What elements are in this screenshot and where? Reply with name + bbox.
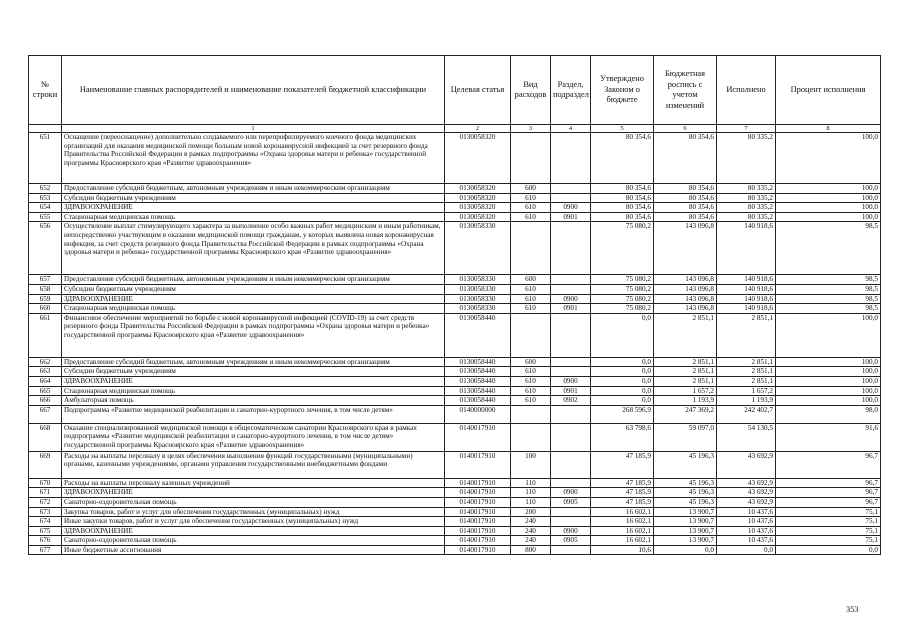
executed-amount: 140 918,6 bbox=[717, 304, 776, 314]
expense-type: 610 bbox=[511, 294, 551, 304]
expense-type: 600 bbox=[511, 184, 551, 194]
row-name: Стационарная медицинская помощь bbox=[62, 212, 445, 222]
expense-type: 600 bbox=[511, 275, 551, 285]
row-number: 658 bbox=[29, 284, 62, 294]
row-number: 666 bbox=[29, 396, 62, 406]
section: 0901 bbox=[551, 212, 591, 222]
target-article: 0130058320 bbox=[445, 203, 511, 213]
row-name: Иные закупки товаров, работ и услуг для обеспечения государственных (муниципальных) нужд bbox=[62, 517, 445, 527]
approved-amount: 75 080,2 bbox=[591, 222, 654, 275]
row-number: 669 bbox=[29, 451, 62, 478]
expense-type: 610 bbox=[511, 212, 551, 222]
table-row bbox=[29, 488, 881, 498]
section: 0900 bbox=[551, 526, 591, 536]
expense-type: 610 bbox=[511, 203, 551, 213]
execution-percent: 100,0 bbox=[776, 133, 881, 184]
col-number: 7 bbox=[717, 125, 776, 133]
header-row bbox=[29, 56, 881, 125]
table-row bbox=[29, 222, 881, 275]
approved-amount: 0,0 bbox=[591, 376, 654, 386]
row-number: 670 bbox=[29, 478, 62, 488]
executed-amount: 1 193,9 bbox=[717, 396, 776, 406]
row-name: Субсидии бюджетным учреждениям bbox=[62, 367, 445, 377]
expense-type: 610 bbox=[511, 193, 551, 203]
execution-percent: 100,0 bbox=[776, 386, 881, 396]
approved-amount: 47 185,9 bbox=[591, 497, 654, 507]
col-header-vid: Вид расходов bbox=[511, 56, 551, 125]
row-number: 676 bbox=[29, 536, 62, 546]
rospis-amount: 2 851,1 bbox=[654, 313, 717, 357]
rospis-amount: 80 354,6 bbox=[654, 203, 717, 213]
expense-type: 610 bbox=[511, 284, 551, 294]
row-number: 653 bbox=[29, 193, 62, 203]
execution-percent: 75,1 bbox=[776, 517, 881, 527]
rospis-amount: 13 900,7 bbox=[654, 507, 717, 517]
execution-percent: 100,0 bbox=[776, 376, 881, 386]
execution-percent: 100,0 bbox=[776, 203, 881, 213]
row-number: 665 bbox=[29, 386, 62, 396]
rospis-amount: 45 196,3 bbox=[654, 488, 717, 498]
expense-type bbox=[511, 313, 551, 357]
row-name: Финансовое обеспечение мероприятий по борьбе с новой коронавирусной инфекцией (COVID-19) за счет средств резервного фонда Правительства Российской Федерации в рамках подпрограммы «Охрана здоровья матери и ребенка» государственной программы Красноярского края «Развитие здравоохранения» bbox=[62, 313, 445, 357]
row-number: 661 bbox=[29, 313, 62, 357]
approved-amount: 16 602,1 bbox=[591, 526, 654, 536]
execution-percent: 98,5 bbox=[776, 304, 881, 314]
row-name: Иные бюджетные ассигнования bbox=[62, 545, 445, 555]
section bbox=[551, 545, 591, 555]
row-name: Амбулаторная помощь bbox=[62, 396, 445, 406]
executed-amount: 0,0 bbox=[717, 545, 776, 555]
executed-amount: 10 437,6 bbox=[717, 507, 776, 517]
expense-type: 610 bbox=[511, 396, 551, 406]
rospis-amount: 1 657,2 bbox=[654, 386, 717, 396]
table-row bbox=[29, 423, 881, 451]
section: 0900 bbox=[551, 203, 591, 213]
expense-type: 610 bbox=[511, 367, 551, 377]
row-number: 677 bbox=[29, 545, 62, 555]
row-number: 662 bbox=[29, 357, 62, 367]
execution-percent: 100,0 bbox=[776, 367, 881, 377]
row-name: Предоставление субсидий бюджетным, автономным учреждениям и иным некоммерческим организациям bbox=[62, 275, 445, 285]
table-row bbox=[29, 203, 881, 213]
row-number: 674 bbox=[29, 517, 62, 527]
rospis-amount: 0,0 bbox=[654, 545, 717, 555]
section bbox=[551, 193, 591, 203]
executed-amount: 43 692,9 bbox=[717, 451, 776, 478]
approved-amount: 47 185,9 bbox=[591, 478, 654, 488]
rospis-amount: 13 900,7 bbox=[654, 526, 717, 536]
approved-amount: 47 185,9 bbox=[591, 488, 654, 498]
expense-type: 200 bbox=[511, 507, 551, 517]
approved-amount: 80 354,6 bbox=[591, 193, 654, 203]
row-name: Субсидии бюджетным учреждениям bbox=[62, 193, 445, 203]
rospis-amount: 2 851,1 bbox=[654, 357, 717, 367]
row-name: ЗДРАВООХРАНЕНИЕ bbox=[62, 488, 445, 498]
executed-amount: 140 918,6 bbox=[717, 222, 776, 275]
target-article: 0130058440 bbox=[445, 396, 511, 406]
executed-amount: 10 437,6 bbox=[717, 526, 776, 536]
executed-amount: 80 335,2 bbox=[717, 184, 776, 194]
target-article: 0130058440 bbox=[445, 313, 511, 357]
row-name: ЗДРАВООХРАНЕНИЕ bbox=[62, 526, 445, 536]
executed-amount: 10 437,6 bbox=[717, 536, 776, 546]
target-article: 0130058320 bbox=[445, 212, 511, 222]
table-row bbox=[29, 212, 881, 222]
target-article: 0140017910 bbox=[445, 478, 511, 488]
table-row bbox=[29, 367, 881, 377]
rospis-amount: 2 851,1 bbox=[654, 376, 717, 386]
rospis-amount: 143 096,8 bbox=[654, 222, 717, 275]
approved-amount: 75 080,2 bbox=[591, 294, 654, 304]
execution-percent: 96,7 bbox=[776, 497, 881, 507]
row-name: Оказание специализированной медицинской помощи в общесоматическом санатории Красноярского края в рамках подпрограммы «Развитие медицинской реабилитации и санаторно-курортного лечения, в том числе детям» государственной программы Красноярского края «Развитие здравоохранения» bbox=[62, 423, 445, 451]
expense-type: 610 bbox=[511, 386, 551, 396]
section bbox=[551, 313, 591, 357]
section: 0901 bbox=[551, 304, 591, 314]
approved-amount: 75 080,2 bbox=[591, 284, 654, 294]
row-number: 667 bbox=[29, 405, 62, 423]
col-header-approved: Утверждено Законом о бюджете bbox=[591, 56, 654, 125]
section bbox=[551, 423, 591, 451]
col-header-name: Наименование главных распорядителей и наименование показателей бюджетной классификации bbox=[62, 56, 445, 125]
row-name: ЗДРАВООХРАНЕНИЕ bbox=[62, 203, 445, 213]
section bbox=[551, 478, 591, 488]
table-row bbox=[29, 507, 881, 517]
section: 0902 bbox=[551, 396, 591, 406]
approved-amount: 80 354,6 bbox=[591, 203, 654, 213]
execution-percent: 75,1 bbox=[776, 536, 881, 546]
table-row bbox=[29, 133, 881, 184]
execution-percent: 91,6 bbox=[776, 423, 881, 451]
expense-type: 610 bbox=[511, 304, 551, 314]
row-name: ЗДРАВООХРАНЕНИЕ bbox=[62, 376, 445, 386]
row-number: 675 bbox=[29, 526, 62, 536]
executed-amount: 1 657,2 bbox=[717, 386, 776, 396]
row-name: Предоставление субсидий бюджетным, автономным учреждениям и иным некоммерческим организациям bbox=[62, 357, 445, 367]
rospis-amount: 13 900,7 bbox=[654, 517, 717, 527]
executed-amount: 80 335,2 bbox=[717, 212, 776, 222]
expense-type bbox=[511, 423, 551, 451]
executed-amount: 80 335,2 bbox=[717, 133, 776, 184]
approved-amount: 0,0 bbox=[591, 386, 654, 396]
section bbox=[551, 367, 591, 377]
rospis-amount: 13 900,7 bbox=[654, 536, 717, 546]
approved-amount: 0,0 bbox=[591, 367, 654, 377]
executed-amount: 80 335,2 bbox=[717, 193, 776, 203]
target-article: 0140017910 bbox=[445, 536, 511, 546]
rospis-amount: 247 369,2 bbox=[654, 405, 717, 423]
table-row bbox=[29, 184, 881, 194]
target-article: 0140017910 bbox=[445, 526, 511, 536]
col-number: 8 bbox=[776, 125, 881, 133]
execution-percent: 96,7 bbox=[776, 488, 881, 498]
expense-type bbox=[511, 405, 551, 423]
row-name: Осуществление выплат стимулирующего характера за выполнение особо важных работ медицинским и иным работникам, непосредственно участвующим в оказании медицинской помощи гражданам, у которых выявлена новая коронавирусная инфекция, за счет средств резервного фонда Правительства Российской Федерации в рамках подпрограммы «Охрана здоровья матери и ребенка» государственной программы Красноярского края «Развитие здравоохранения» bbox=[62, 222, 445, 275]
approved-amount: 16 602,1 bbox=[591, 536, 654, 546]
expense-type bbox=[511, 133, 551, 184]
expense-type: 800 bbox=[511, 545, 551, 555]
execution-percent: 98,0 bbox=[776, 405, 881, 423]
section bbox=[551, 451, 591, 478]
execution-percent: 100,0 bbox=[776, 212, 881, 222]
target-article: 0140017910 bbox=[445, 517, 511, 527]
col-number: 2 bbox=[445, 125, 511, 133]
table-row bbox=[29, 275, 881, 285]
row-name: Санаторно-оздоровительная помощь bbox=[62, 497, 445, 507]
execution-percent: 98,5 bbox=[776, 275, 881, 285]
section bbox=[551, 133, 591, 184]
rospis-amount: 80 354,6 bbox=[654, 212, 717, 222]
execution-percent: 96,7 bbox=[776, 451, 881, 478]
table-row bbox=[29, 405, 881, 423]
rospis-amount: 45 196,3 bbox=[654, 478, 717, 488]
row-name: Стационарная медицинская помощь bbox=[62, 304, 445, 314]
table-row bbox=[29, 517, 881, 527]
approved-amount: 75 080,2 bbox=[591, 304, 654, 314]
section: 0900 bbox=[551, 488, 591, 498]
executed-amount: 54 130,5 bbox=[717, 423, 776, 451]
page-number: 353 bbox=[846, 605, 859, 614]
executed-amount: 43 692,9 bbox=[717, 488, 776, 498]
table-row bbox=[29, 284, 881, 294]
budget-table bbox=[28, 55, 881, 555]
col-number: 3 bbox=[511, 125, 551, 133]
table-row bbox=[29, 478, 881, 488]
section bbox=[551, 405, 591, 423]
table-body bbox=[29, 133, 881, 555]
table-row bbox=[29, 357, 881, 367]
target-article: 0140017910 bbox=[445, 423, 511, 451]
target-article: 0130058440 bbox=[445, 386, 511, 396]
approved-amount: 47 185,9 bbox=[591, 451, 654, 478]
rospis-amount: 80 354,6 bbox=[654, 193, 717, 203]
approved-amount: 80 354,6 bbox=[591, 133, 654, 184]
section: 0905 bbox=[551, 497, 591, 507]
table-row bbox=[29, 497, 881, 507]
execution-percent: 0,0 bbox=[776, 545, 881, 555]
col-header-rospis: Бюджетная роспись с учетом изменений bbox=[654, 56, 717, 125]
section bbox=[551, 517, 591, 527]
col-header-num: № строки bbox=[29, 56, 62, 125]
col-number: 1 bbox=[62, 125, 445, 133]
col-header-razdel: Раздел, подраздел bbox=[551, 56, 591, 125]
section: 0900 bbox=[551, 376, 591, 386]
rospis-amount: 80 354,6 bbox=[654, 184, 717, 194]
approved-amount: 0,0 bbox=[591, 357, 654, 367]
row-number: 656 bbox=[29, 222, 62, 275]
target-article: 0130058330 bbox=[445, 284, 511, 294]
executed-amount: 2 851,1 bbox=[717, 357, 776, 367]
row-number: 654 bbox=[29, 203, 62, 213]
expense-type: 240 bbox=[511, 517, 551, 527]
rospis-amount: 143 096,8 bbox=[654, 275, 717, 285]
section: 0901 bbox=[551, 386, 591, 396]
section bbox=[551, 357, 591, 367]
section bbox=[551, 507, 591, 517]
row-number: 668 bbox=[29, 423, 62, 451]
table-row bbox=[29, 396, 881, 406]
row-number: 672 bbox=[29, 497, 62, 507]
col-header-target: Целевая статья bbox=[445, 56, 511, 125]
approved-amount: 10,6 bbox=[591, 545, 654, 555]
section: 0900 bbox=[551, 294, 591, 304]
approved-amount: 80 354,6 bbox=[591, 184, 654, 194]
section bbox=[551, 275, 591, 285]
table-row bbox=[29, 294, 881, 304]
section bbox=[551, 284, 591, 294]
execution-percent: 100,0 bbox=[776, 357, 881, 367]
executed-amount: 2 851,1 bbox=[717, 376, 776, 386]
approved-amount: 63 798,6 bbox=[591, 423, 654, 451]
target-article: 0140017910 bbox=[445, 497, 511, 507]
executed-amount: 43 692,9 bbox=[717, 497, 776, 507]
rospis-amount: 143 096,8 bbox=[654, 304, 717, 314]
expense-type: 110 bbox=[511, 478, 551, 488]
row-number: 663 bbox=[29, 367, 62, 377]
table-row bbox=[29, 304, 881, 314]
col-header-done: Исполнено bbox=[717, 56, 776, 125]
expense-type: 240 bbox=[511, 526, 551, 536]
row-number: 657 bbox=[29, 275, 62, 285]
row-name: Предоставление субсидий бюджетным, автономным учреждениям и иным некоммерческим организациям bbox=[62, 184, 445, 194]
executed-amount: 43 692,9 bbox=[717, 478, 776, 488]
rospis-amount: 1 193,9 bbox=[654, 396, 717, 406]
column-number-row bbox=[29, 125, 881, 133]
table-row bbox=[29, 526, 881, 536]
expense-type: 240 bbox=[511, 536, 551, 546]
rospis-amount: 143 096,8 bbox=[654, 294, 717, 304]
approved-amount: 75 080,2 bbox=[591, 275, 654, 285]
executed-amount: 140 918,6 bbox=[717, 284, 776, 294]
target-article: 0130058320 bbox=[445, 133, 511, 184]
target-article: 0130058330 bbox=[445, 275, 511, 285]
table-row bbox=[29, 386, 881, 396]
row-name: Оснащение (переоснащение) дополнительно создаваемого или перепрофилируемого коечного фонда медицинских организаций для оказания медицинской помощи больным новой коронавирусной инфекцией за счет резервного фонда Правительства Российской Федерации в рамках подпрограммы «Охрана здоровья матери и ребенка» государственной программы Красноярского края «Развитие здравоохранения» bbox=[62, 133, 445, 184]
expense-type: 610 bbox=[511, 376, 551, 386]
approved-amount: 16 602,1 bbox=[591, 517, 654, 527]
target-article: 0130058320 bbox=[445, 193, 511, 203]
row-name: Субсидии бюджетным учреждениям bbox=[62, 284, 445, 294]
row-name: ЗДРАВООХРАНЕНИЕ bbox=[62, 294, 445, 304]
row-name: Подпрограмма «Развитие медицинской реабилитации и санаторно-курортного лечения, в том числе детям» bbox=[62, 405, 445, 423]
execution-percent: 100,0 bbox=[776, 313, 881, 357]
approved-amount: 80 354,6 bbox=[591, 212, 654, 222]
table-row bbox=[29, 376, 881, 386]
row-number: 652 bbox=[29, 184, 62, 194]
execution-percent: 98,5 bbox=[776, 284, 881, 294]
expense-type: 600 bbox=[511, 357, 551, 367]
executed-amount: 2 851,1 bbox=[717, 367, 776, 377]
section bbox=[551, 222, 591, 275]
row-number: 659 bbox=[29, 294, 62, 304]
table-row bbox=[29, 451, 881, 478]
executed-amount: 2 851,1 bbox=[717, 313, 776, 357]
execution-percent: 75,1 bbox=[776, 507, 881, 517]
section bbox=[551, 184, 591, 194]
target-article: 0140017910 bbox=[445, 451, 511, 478]
executed-amount: 140 918,6 bbox=[717, 275, 776, 285]
row-number: 660 bbox=[29, 304, 62, 314]
execution-percent: 96,7 bbox=[776, 478, 881, 488]
rospis-amount: 143 096,8 bbox=[654, 284, 717, 294]
approved-amount: 0,0 bbox=[591, 313, 654, 357]
approved-amount: 0,0 bbox=[591, 396, 654, 406]
col-number: 5 bbox=[591, 125, 654, 133]
target-article: 0130058440 bbox=[445, 357, 511, 367]
target-article: 0140017910 bbox=[445, 488, 511, 498]
table-row bbox=[29, 193, 881, 203]
rospis-amount: 45 196,3 bbox=[654, 497, 717, 507]
executed-amount: 10 437,6 bbox=[717, 517, 776, 527]
target-article: 0130058330 bbox=[445, 294, 511, 304]
execution-percent: 100,0 bbox=[776, 193, 881, 203]
col-header-percent: Процент исполнения bbox=[776, 56, 881, 125]
row-name: Расходы на выплаты персоналу казенных учреждений bbox=[62, 478, 445, 488]
execution-percent: 100,0 bbox=[776, 184, 881, 194]
target-article: 0130058330 bbox=[445, 222, 511, 275]
col-number: 4 bbox=[551, 125, 591, 133]
executed-amount: 140 918,6 bbox=[717, 294, 776, 304]
target-article: 0140000000 bbox=[445, 405, 511, 423]
row-number: 655 bbox=[29, 212, 62, 222]
rospis-amount: 2 851,1 bbox=[654, 367, 717, 377]
expense-type: 100 bbox=[511, 451, 551, 478]
row-name: Стационарная медицинская помощь bbox=[62, 386, 445, 396]
approved-amount: 16 602,1 bbox=[591, 507, 654, 517]
rospis-amount: 80 354,6 bbox=[654, 133, 717, 184]
execution-percent: 100,0 bbox=[776, 396, 881, 406]
table-row bbox=[29, 545, 881, 555]
execution-percent: 75,1 bbox=[776, 526, 881, 536]
rospis-amount: 45 196,3 bbox=[654, 451, 717, 478]
executed-amount: 242 402,7 bbox=[717, 405, 776, 423]
row-name: Закупка товаров, работ и услуг для обеспечения государственных (муниципальных) нужд bbox=[62, 507, 445, 517]
row-number: 651 bbox=[29, 133, 62, 184]
row-number: 673 bbox=[29, 507, 62, 517]
row-number: 671 bbox=[29, 488, 62, 498]
expense-type: 110 bbox=[511, 488, 551, 498]
document-page bbox=[28, 55, 880, 555]
target-article: 0140017910 bbox=[445, 545, 511, 555]
rospis-amount: 59 097,0 bbox=[654, 423, 717, 451]
target-article: 0130058320 bbox=[445, 184, 511, 194]
approved-amount: 268 596,9 bbox=[591, 405, 654, 423]
table-row bbox=[29, 536, 881, 546]
executed-amount: 80 335,2 bbox=[717, 203, 776, 213]
expense-type: 110 bbox=[511, 497, 551, 507]
table-row bbox=[29, 313, 881, 357]
row-number: 664 bbox=[29, 376, 62, 386]
target-article: 0130058440 bbox=[445, 376, 511, 386]
row-name: Расходы на выплаты персоналу в целях обеспечения выполнения функций государственными (муниципальными) органами, казенными учреждениями, органами управления государственными внебюджетными фондами bbox=[62, 451, 445, 478]
section: 0905 bbox=[551, 536, 591, 546]
execution-percent: 98,5 bbox=[776, 222, 881, 275]
row-name: Санаторно-оздоровительная помощь bbox=[62, 536, 445, 546]
expense-type bbox=[511, 222, 551, 275]
target-article: 0130058330 bbox=[445, 304, 511, 314]
target-article: 0130058440 bbox=[445, 367, 511, 377]
col-number: 6 bbox=[654, 125, 717, 133]
target-article: 0140017910 bbox=[445, 507, 511, 517]
execution-percent: 98,5 bbox=[776, 294, 881, 304]
col-number-blank bbox=[29, 125, 62, 133]
